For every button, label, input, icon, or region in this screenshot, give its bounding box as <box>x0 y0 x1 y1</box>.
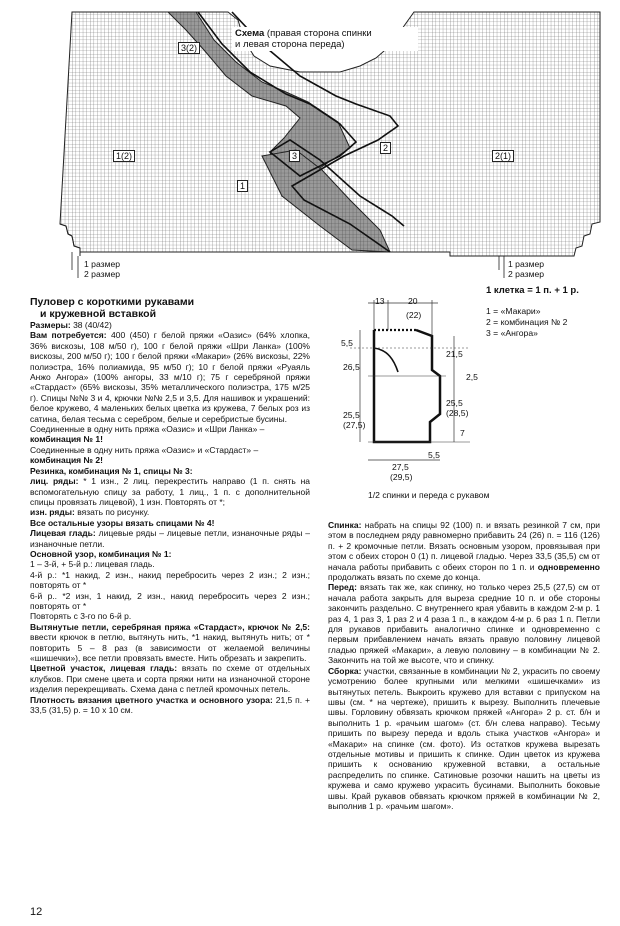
combo-1-text: Соединенные в одну нить пряжа «Оазис» и «Шри Ланка» – <box>30 424 265 435</box>
dim-22: (22) <box>406 310 422 320</box>
bobbles-label: Вытянутые петли, серебряная пряжа «Стардаст», крючок № 2,5: <box>30 621 310 632</box>
dim-7: 7 <box>460 428 465 438</box>
dim-27-5-l: (27,5) <box>343 420 366 430</box>
chart-title-main: Схема <box>235 28 265 39</box>
legend-item: 1 = «Макари» <box>486 306 541 316</box>
dim-26-5: 26,5 <box>343 362 360 372</box>
bobbles-text: ввести крючок в петлю, вытянуть нить, *1 накид, вытянуть нить; от * повторить 5 – 8 раз (в зависимости от желаемой величины «шишечки»), все петли провязать вместе. Нить обрезать и закрепить. <box>30 632 310 663</box>
legend-item: 2 = комбинация № 2 <box>486 317 568 327</box>
sizes-label: Размеры: <box>30 320 71 330</box>
main-pattern-row: 6-й р.. *2 изн, 1 накид, 2 изн., накид перебросить через 2 изн.; повторять от * <box>30 590 310 611</box>
main-pattern-row: 1 – 3-й, + 5-й р.: лицевая гладь. <box>30 559 155 570</box>
legend-item: 3 = «Ангора» <box>486 328 538 338</box>
pattern-drawing <box>330 290 480 490</box>
zone-label: 3 <box>289 150 300 162</box>
dim-13: 13 <box>375 296 385 306</box>
dim-5-5: 5,5 <box>341 338 353 348</box>
article-right-column <box>328 520 600 811</box>
back-text: набрать на спицы 92 (100) п. и вязать резинкой 7 см, при этом в последнем ряду равномерно прибавить 24 (26) п. = 116 (126) п. + 2 кромочные петли. Вязать основным узором, провязывая при этом с обеих сторон 0 (1) п. лицевой гладью. Через 33,5 (35,5) см от начала работы прибавить с обеих сторон по 1 п. и <box>328 520 600 572</box>
sizes-value: 38 (40/42) <box>73 320 112 330</box>
needles-note: Все остальные узоры вязать спицами № 4! <box>30 517 215 528</box>
article-left-column <box>30 296 310 715</box>
finishing-text: участки, связанные в комбинации № 2, украсить по своему усмотрению более крупными или мелкими «шишечками» из вытянутых петель. Выкроить кружево для вставки с припуском на швы (см. * на чертеже), пришить к вырезу. Выполнить плечевые швы. Горловину обвязать крючком пряжей «Ангора» 2 р. ст. б/н и выполнить 1 р. «рачьим шагом» (ст. б/н слева направо). Тесьму пришить по вырезу переда и вдоль стыка участков «Ангора» и «Макари» на спинке (см. фото). Из остатков кружева вырезать отдельные мотивы и пришить к спинке. Один цветок из кружева пришить к основанию кружевной вставки, а остальные распределить по спинке. Сатиновые розочки нашить на цветы из кружева и само кружево украсить бусинами. Выполнить боковые швы. Край рукавов обвязать крючком пряжей в комбинации № 2, выполнив 1 р. «рачьим шагом». <box>328 665 600 811</box>
finishing-label: Сборка: <box>328 665 362 676</box>
main-pattern-label: Основной узор, комбинация № 1: <box>30 548 172 559</box>
rib-ws-label: изн. ряды: <box>30 507 75 518</box>
article-title-2: и кружевной вставкой <box>40 308 157 320</box>
front-label: Перед: <box>328 582 357 593</box>
page-number: 12 <box>30 906 43 918</box>
zone-label: 3(2) <box>178 42 200 54</box>
dim-27-5: 27,5 <box>392 462 409 472</box>
front-text: вязать так же, как спинку, но только через 25,5 (27,5) см от начала работа закрыть для выреза средние 10 п. и обе стороны закончить раздельно. С внутреннего края убавить в каждом 2-м р. 1 раз 4, 1 раз 3, 1 раз 2 и 4 раза 1 п., в каждом 4-м р. 6 раз 1 п. Петли для рукавов прибавить аналогично спинке и одновременно с первым прибавлением начать вязать правую половину лицевой гладью пряжей «Макари», а левую половину – в комбинации № 2. Закончить на той же высоте, что и спинку. <box>328 582 600 666</box>
gauge-label: Плотность вязания цветного участка и основного узора: <box>30 694 273 705</box>
size-mark-2-right: 2 размер <box>508 269 545 279</box>
size-mark-1-right: 1 размер <box>508 259 545 269</box>
dim-25-5-l: 25,5 <box>343 410 360 420</box>
back-text-2: продолжать вязать по схеме до конца. <box>328 572 481 583</box>
materials-text: 400 (450) г белой пряжи «Оазис» (64% хлопка, 36% вискозы, 108 м/50 г), 100 г белой пряжи «Шри Ланка» (100% вискозы, 200 м/50 г); 100 г белой пряжи «Макари» (26% вискозы, 22% полиэстра, 16% полиамида, 95 м/50 г); 10 г белой пряжи «Руаяль Анжо Ангора» (100% ангоры, 33 м/10 г); 75 г серебряной пряжи «Стардаст» (65% вискозы, 35% металлического полиэстра, 175 м/25 г). Спицы №№ 3 и 4, крючки №№ 2,5 и 3,5. Для нашивок и украшений: белое кружево, 4 маленьких белых цветка из кружева, 7 белых роз из сатина, белая тесьма с серебром, белые и серебристые бусины. <box>30 330 310 424</box>
size-mark-2-left: 2 размер <box>84 269 121 279</box>
main-pattern-row: 4-й р.: *1 накид, 2 изн., накид перебросить через 2 изн.; 2 изн.; повторять от * <box>30 569 310 591</box>
dim-5-5-b: 5,5 <box>428 450 440 460</box>
zone-label: 1 <box>237 180 248 192</box>
dim-2-5: 2,5 <box>466 372 478 382</box>
color-area-label: Цветной участок, лицевая гладь: <box>30 663 178 674</box>
rib-rs-label: лиц. ряды: <box>30 476 79 487</box>
rib-rs-text: * 1 изн., 2 лиц. перекрестить направо (1 п. снять на вспомогательную спицу за работу, 1 лиц., 1 п. с дополнительной спицы провязать лицевой), 1 изн. Повторять от *; <box>30 476 310 507</box>
back-label: Спинка: <box>328 520 362 530</box>
chart-title <box>232 27 418 51</box>
back-simul: одновременно <box>537 561 600 572</box>
pattern-caption: 1/2 спинки и переда с рукавом <box>368 490 490 500</box>
zone-label: 2(1) <box>492 150 514 162</box>
dim-29-5: (29,5) <box>390 472 413 482</box>
combo-1-label: комбинация № 1! <box>30 434 103 445</box>
rib-ws-text: вязать по рисунку. <box>77 507 150 518</box>
materials-label: Вам потребуется: <box>30 330 107 341</box>
stockinette-label: Лицевая гладь: <box>30 528 96 539</box>
chart-subtitle-1: (правая сторона спинки <box>266 28 372 39</box>
dim-28-5: (28,5) <box>446 408 469 418</box>
article-title-1: Пуловер с короткими рукавами <box>30 296 195 308</box>
chart-subtitle-2: и левая сторона переда) <box>235 39 345 50</box>
gauge-text: 21,5 п. + 33,5 (31,5) р. = 10 х 10 см. <box>30 694 310 716</box>
main-pattern-row: Повторять с 3-го по 6-й р. <box>30 611 132 622</box>
color-area-text: вязать по схеме от отдельных клубков. При смене цвета и сорта пряжи нити на изнаночной стороне изделия перекрещивать. Схема дана с петлей кромочных петель. <box>30 663 310 695</box>
dim-21-5: 21,5 <box>446 349 463 359</box>
rib-label: Резинка, комбинация № 1, спицы № 3: <box>30 465 193 476</box>
zone-label: 1(2) <box>113 150 135 162</box>
dim-25-5-r: 25,5 <box>446 398 463 408</box>
combo-2-text: Соединенные в одну нить пряжа «Оазис» и «Стардаст» – <box>30 444 259 455</box>
combo-2-label: комбинация № 2! <box>30 455 103 466</box>
zone-label: 2 <box>380 142 391 154</box>
size-mark-1-left: 1 размер <box>84 259 121 269</box>
legend-cell: 1 клетка = 1 п. + 1 р. <box>486 285 579 296</box>
stockinette-text: лицевые ряды – лицевые петли, изнаночные ряды – изнаночные петли. <box>30 528 310 549</box>
dim-20: 20 <box>408 296 418 306</box>
